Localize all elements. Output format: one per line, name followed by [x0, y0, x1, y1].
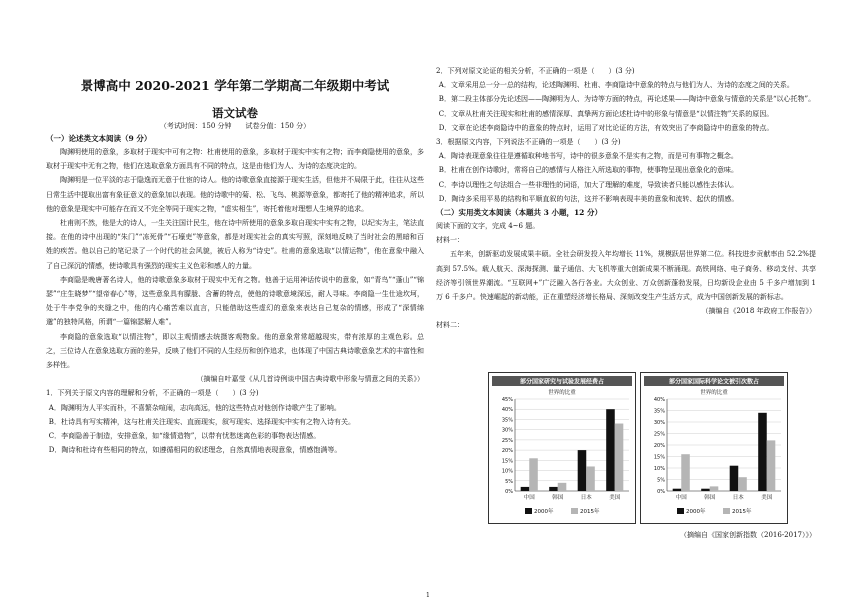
y-tick-label: 35%	[501, 417, 513, 424]
material1-text: 五年来，创新驱动发展成果丰硕。全社会研发投入年均增长 11%，规模跃居世界第二位。科技进步贡献率由 52.2%提高到 57.5%。载人航天、深海探测、量子通信、大飞机等重大创新成果不断涌现。高铁网络、电子商务、移动支付、共享经济等引领世界潮流。“互联网+”广泛融入各行各业。大众创业、万众创新蓬勃发展，日均新设企业由 5 千多户增加到 1 万 6 千多户。快速崛起的新动能，正在重塑经济增长格局、深刻改变生产生活方式，成为中国创新发展的新标志。	[436, 250, 816, 302]
section2-intro: 阅读下面的文字，完成 4~6 题。	[436, 222, 540, 231]
exam-info: （考试时间：150 分钟 试卷分值：150 分）	[159, 122, 311, 130]
page-number: 1	[426, 592, 430, 599]
option-d: D．陶诗和杜诗有些相同的特点，如遵循相同的叙述理念，自然真情地表现意象，情感饱满等。	[48, 446, 342, 455]
legend-label: 2000年	[534, 509, 554, 515]
option-b: B．杜甫在创作诗歌时，常将自己的感情与人格注入所选取的事物，使事物呈现出意象化的意味。	[438, 166, 738, 175]
legend-label: 2015年	[732, 509, 752, 515]
option-d: D．文章在论述李商隐诗中的意象的特点时，运用了对比论证的方法，有效突出了李商隐诗中的意象的特点。	[438, 123, 774, 132]
material2-source: （摘编自《国家创新指数（2016-2017）》）	[680, 531, 816, 539]
passage-paragraph: 陶渊明是一位平淡的志于隐逸而无意于仕宦的诗人。他的诗歌意象直接源于现实生活，但他并不局限于此，往往从这些日常生活中提取出富有象征意义的意象加以表现。他的诗歌中的菊、松、飞鸟、桃源等意象，都寄托了他的精神追求，所以他的意象是现实中可能存在而又不完全等同于现实之物，“虚实相生”，寄托着他对理想人生境界的追求。	[46, 176, 424, 213]
rd-expenditure-chart	[488, 372, 636, 524]
y-tick-label: 0%	[657, 489, 665, 495]
citation-share-svg	[641, 373, 787, 523]
x-category-label: 韩国	[704, 495, 716, 501]
option-c: C．文章从杜甫关注现实和杜甫的感情深厚、真挚两方面论述杜诗中的形象与情意是“以情注物”关系的原因。	[438, 109, 774, 118]
citation-share-chart	[640, 372, 788, 524]
x-category-label: 中国	[675, 495, 687, 501]
left-column	[46, 0, 424, 457]
bar-2000	[758, 413, 767, 491]
chart-title: 部分国家研究与试验发展经费占	[519, 378, 605, 386]
y-tick-label: 40%	[653, 397, 665, 403]
x-category-label: 美国	[761, 495, 773, 501]
bar-2015	[767, 440, 776, 491]
right-column	[436, 0, 816, 333]
y-tick-label: 20%	[501, 448, 513, 455]
chart-title: 部分国家国际科学论文被引次数占	[668, 378, 760, 386]
section1-passage	[46, 145, 424, 386]
bar-2000	[606, 409, 615, 491]
material1-label: 材料一：	[436, 236, 464, 245]
x-category-label: 韩国	[552, 495, 564, 501]
x-category-label: 日本	[732, 495, 744, 501]
bar-2015	[738, 477, 747, 491]
passage-paragraph: 杜甫则不然，他是大的诗人，一生关注国计民生，他在诗中所使用的意象多取自现实中实有之物，以纪实为主，笔法直接。在他的诗中出现的“朱门”“冻死骨”“石壕吏”等意象，都是对现实社会的真实写照，深刻地反映了当时社会的黑暗和百姓的疾苦。他以自己的笔记录了一个时代的社会风貌，被后人称为“诗史”。杜甫的意象选取“以情运物”，他在意象中融入了自己深沉的情感，使诗歌具有强烈的现实主义色彩和感人的力量。	[46, 219, 424, 270]
bar-2000	[521, 487, 530, 491]
option-c: C．李诗以理性之句法组合一些非理性的词语，加大了理解的难度，导致读者只能以感性去体认。	[438, 180, 739, 189]
bar-2015	[615, 424, 624, 491]
section2-heading: （二）实用类文本阅读（本题共 3 小题，12 分）	[436, 208, 602, 218]
y-tick-label: 35%	[653, 408, 665, 415]
y-tick-label: 25%	[653, 431, 665, 438]
passage-source: （摘编自叶嘉莹《从几首诗例谈中国古典诗歌中形象与情意之间的关系》）	[196, 375, 424, 384]
subject-title: 语文试卷	[212, 106, 258, 120]
y-tick-label: 10%	[653, 466, 665, 472]
option-a: A．文章采用总一分一总的结构，论述陶渊明、杜甫、李商隐诗中意象的特点与他们为人、为诗的态度之间的关系。	[438, 81, 794, 90]
chart-subtitle: 世界的比重	[548, 390, 576, 396]
chart-subtitle: 世界的比重	[700, 390, 728, 396]
bar-2000	[730, 466, 739, 491]
y-tick-label: 25%	[501, 437, 513, 444]
y-tick-label: 0%	[505, 489, 513, 495]
exam-title: 景博高中 2020-2021 学年第二学期高二年级期中考试	[80, 78, 390, 93]
section1-heading: （一）论述类文本阅读（9 分）	[46, 134, 152, 143]
rd-expenditure-svg	[489, 373, 635, 523]
bar-2000	[701, 489, 710, 491]
option-c: C．李商隐善于制造，安排意象，如“缘情造物”，以带有忧愁迷离色彩的事物表达情感。	[48, 432, 321, 441]
y-tick-label: 15%	[501, 458, 513, 465]
material2-label: 材料二：	[436, 321, 464, 330]
x-category-label: 中国	[523, 495, 535, 501]
question-1	[46, 386, 424, 457]
y-tick-label: 30%	[501, 427, 513, 434]
y-tick-label: 10%	[501, 468, 513, 475]
y-tick-label: 40%	[501, 407, 513, 414]
legend-swatch	[525, 508, 532, 514]
y-tick-label: 15%	[653, 454, 665, 461]
question-stem: 2．下列对原文论证的相关分析，不正确的一项是（ ）(3 分)	[436, 67, 635, 75]
option-a: A．陶诗表现意象往往是遵循取种地书写，诗中的很多意象不是实有之物，而是可有事物之概念。	[438, 152, 738, 161]
x-category-label: 日本	[580, 495, 592, 501]
legend-swatch	[571, 508, 578, 514]
bar-2000	[673, 489, 682, 491]
option-b: B．杜诗具有写实精神，这与杜甫关注现实、直面现实，叙写现实、选择现实中实有之物入诗有关。	[48, 417, 355, 426]
y-tick-label: 45%	[501, 397, 513, 403]
material2-charts	[488, 372, 810, 522]
bar-2000	[578, 450, 587, 491]
bar-2015	[586, 466, 595, 491]
passage-paragraph: 李商隐的意象选取“以情注物”，即以主观情感去统摄客观物象。他的意象常常超越现实，带有浓厚的主观色彩。总之，三位诗人在意象选取方面的差异，反映了他们不同的人生经历和创作追求，也体现了中国古典诗歌意象艺术的丰富性和多样性。	[46, 332, 424, 370]
legend-label: 2000年	[686, 509, 706, 515]
bar-2000	[549, 487, 558, 491]
y-tick-label: 30%	[653, 420, 665, 426]
y-tick-label: 20%	[653, 443, 665, 449]
bar-2015	[710, 486, 719, 491]
question-2	[436, 64, 816, 135]
question-stem: 3．根据原文内容，下列说法不正确的一项是（ ）(3 分)	[436, 138, 621, 147]
x-category-label: 美国	[609, 495, 621, 501]
legend-swatch	[677, 508, 684, 514]
option-b: B．第二段主体部分先论述因——陶渊明为人、为诗等方面的特点，再论述果——陶诗中意象与情意的关系是“以心托物”。	[438, 95, 816, 104]
y-tick-label: 5%	[505, 478, 513, 485]
bar-2015	[558, 483, 567, 491]
passage-paragraph: 李商隐是晚唐著名诗人，他的诗歌意象多取材于现实中无有之物。他善于运用神话传说中的意象，如“青鸟”“蓬山”“锦瑟”“庄生晓梦”“望帝春心”等，这些意象具有朦胧、含蓄的特点，使他的诗歌意境深远，耐人寻味。李商隐一生仕途坎坷，处于牛李党争的夹缝之中，他的内心痛苦难以直言，只能借助这些虚幻的意象来表达自己复杂的情感，形成了“深情绵邈”的独特风格，所谓“一篇锦瑟解人难”。	[46, 275, 424, 327]
question-3	[436, 135, 816, 206]
option-a: A．陶渊明为人平实而朴，不喜繁杂喧闹，志向高远，他的这些特点对他创作诗歌产生了影响。	[48, 403, 341, 412]
option-d: D．陶诗多采用平易的结构和平顺直叙的句法，这并不影响表现丰美的意象和流转、起伏的情感。	[438, 194, 739, 203]
question-stem: 1．下列关于原文内容的理解和分析，不正确的一项是（ ）(3 分)	[46, 389, 259, 398]
passage-paragraph: 陶渊明使用的意象，多取材于现实中可有之物：杜甫使用的意象，多取材于现实中实有之物；而李商隐使用的意象，多取材于现实中无有之物，他们在选取意象方面具有不同的特点，这是由他们为人、为诗的态度决定的。	[46, 148, 424, 171]
material1-source: （摘编自《2018 年政府工作报告》）	[701, 307, 816, 316]
bar-2015	[681, 454, 690, 491]
legend-swatch	[723, 508, 730, 514]
y-tick-label: 5%	[657, 477, 665, 484]
legend-label: 2015年	[580, 509, 600, 515]
bar-2015	[529, 458, 538, 491]
material2-source-wrap	[436, 528, 816, 542]
